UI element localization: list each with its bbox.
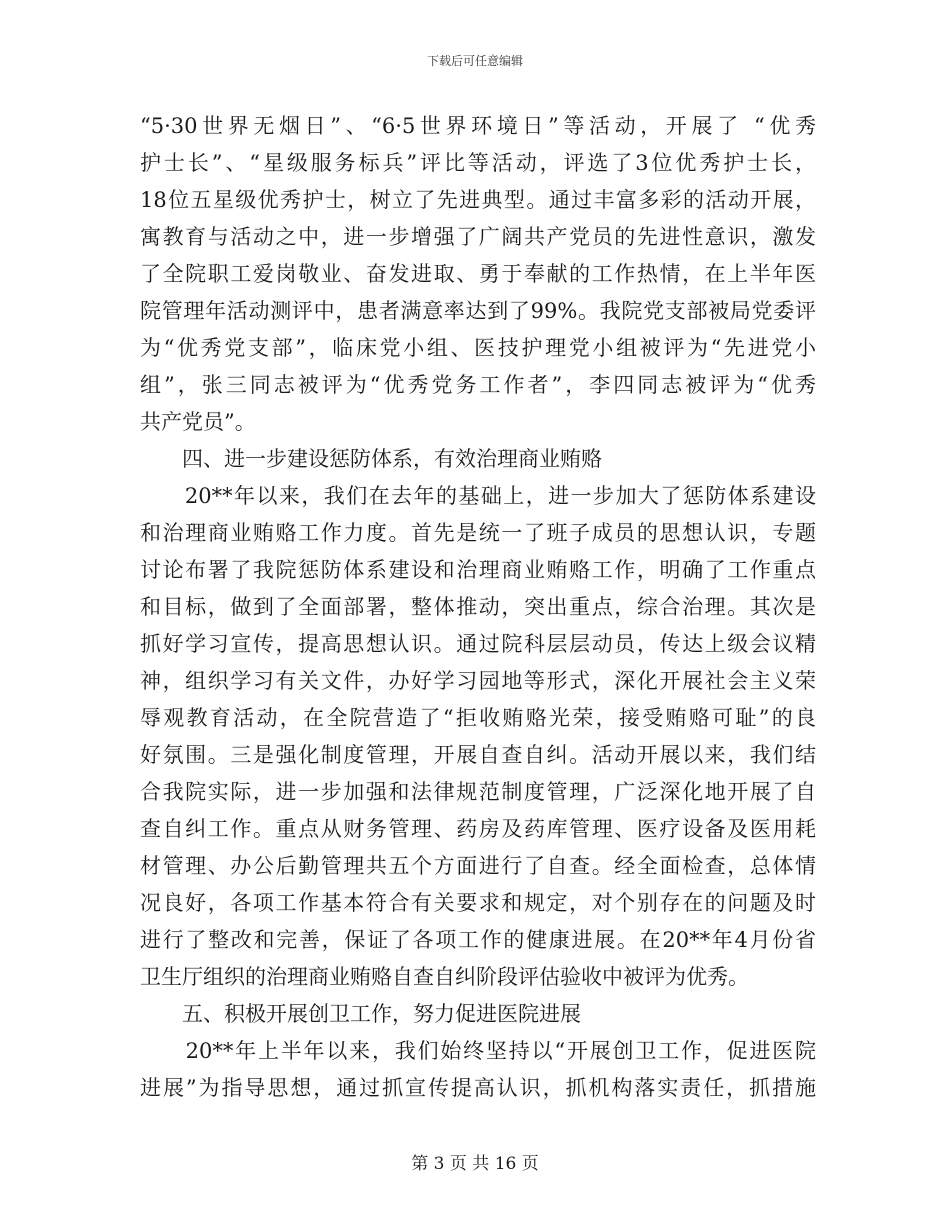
text-line: 卫生厅组织的治理商业贿赂自查自纠阶段评估验收中被评为优秀。 [140,965,749,989]
text-line: 讨论布署了我院惩防体系建设和治理商业贿赂工作，明确了工作重点 [140,558,816,582]
text-line: 况良好，各项工作基本符合有关要求和规定，对个别存在的问题及时 [140,891,816,915]
text-line: 组”，张三同志被评为“优秀党务工作者”，李四同志被评为“优秀 [140,373,816,397]
text-line: “5·30世界无烟日”、“6·5世界环境日”等活动，开展了 “优秀 [140,114,816,138]
page-header: 下载后可任意编辑 [426,54,523,68]
text-line: 20**年以来，我们在去年的基础上，进一步加大了惩防体系建设 [140,484,816,508]
text-line: 寓教育与活动之中，进一步增强了广阔共产党员的先进性意识，激发 [140,225,816,249]
text-line: 和目标，做到了全面部署，整体推动，突出重点，综合治理。其次是 [140,595,816,619]
text-line: 辱观教育活动，在全院营造了“拒收贿赂光荣，接受贿赂可耻”的良 [140,706,816,730]
text-line: 材管理、办公后勤管理共五个方面进行了自查。经全面检查，总体情 [140,854,816,878]
text-line: 和治理商业贿赂工作力度。首先是统一了班子成员的思想认识，专题 [140,521,816,545]
text-line: 20**年上半年以来，我们始终坚持以“开展创卫工作，促进医院 [140,1039,816,1063]
text-line: 为“优秀党支部”，临床党小组、医技护理党小组被评为“先进党小 [140,336,816,360]
text-line: 抓好学习宣传，提高思想认识。通过院科层层动员，传达上级会议精 [140,632,816,656]
document-body [140,108,816,1107]
text-line: 好氛围。三是强化制度管理，开展自查自纠。活动开展以来，我们结 [140,743,816,767]
text-line: 护士长”、“星级服务标兵”评比等活动，评选了3位优秀护士长， [140,151,816,175]
text-line: 合我院实际，进一步加强和法律规范制度管理，广泛深化地开展了自 [140,780,816,804]
text-line: 进展”为指导思想，通过抓宣传提高认识，抓机构落实责任，抓措施 [140,1076,816,1100]
page-number: 第 3 页 共 16 页 [411,1154,539,1174]
text-line: 进行了整改和完善，保证了各项工作的健康进展。在20**年4月份省 [140,928,816,952]
text-line: 院管理年活动测评中，患者满意率达到了99%。我院党支部被局党委评 [140,299,816,323]
text-line: 了全院职工爱岗敬业、奋发进取、勇于奉献的工作热情，在上半年医 [140,262,816,286]
text-line: 查自纠工作。重点从财务管理、药房及药库管理、医疗设备及医用耗 [140,817,816,841]
section-heading: 五、积极开展创卫工作，努力促进医院进展 [140,1002,581,1026]
text-line: 神，组织学习有关文件，办好学习园地等形式，深化开展社会主义荣 [140,669,816,693]
section-heading: 四、进一步建设惩防体系，有效治理商业贿赂 [140,447,602,471]
text-line: 共产党员”。 [140,410,256,434]
text-line: 18位五星级优秀护士，树立了先进典型。通过丰富多彩的活动开展， [140,188,816,212]
